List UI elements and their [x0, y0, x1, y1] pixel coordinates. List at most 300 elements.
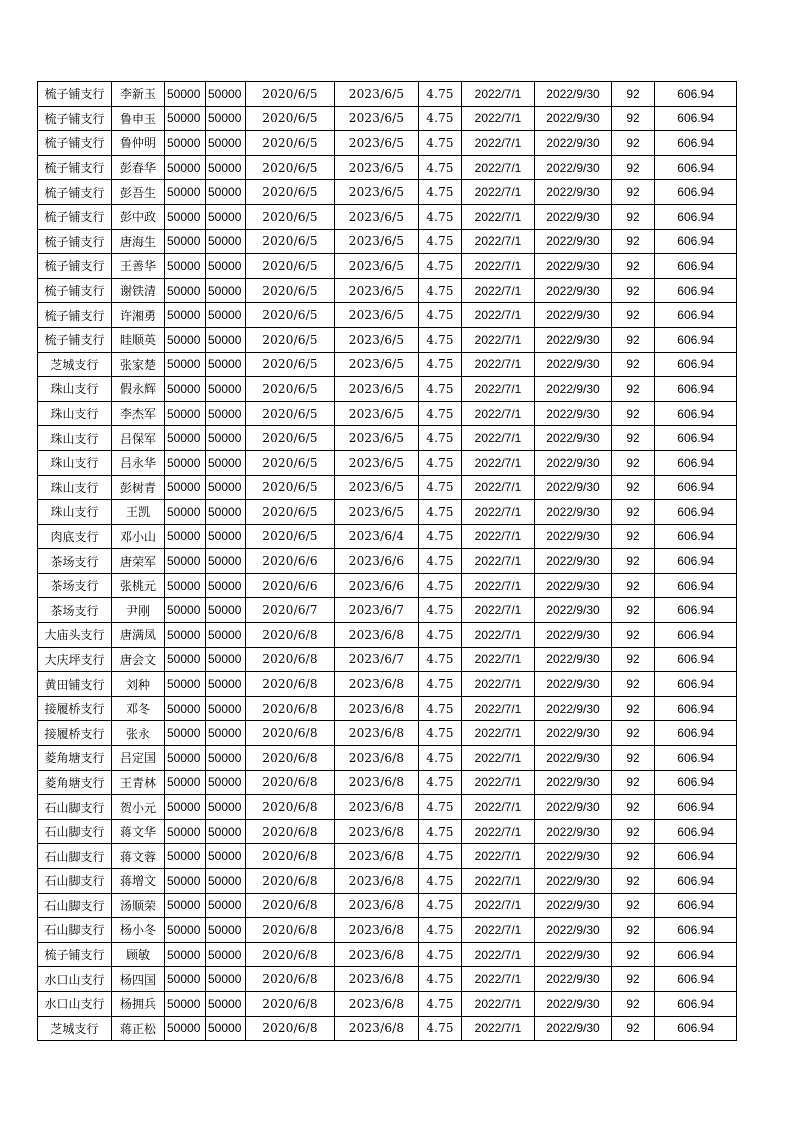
loan-amount-cell: 50000: [165, 942, 206, 967]
period-end-cell: 2022/9/30: [535, 352, 612, 377]
table-row: [38, 647, 737, 672]
name-cell: 邓小山: [112, 524, 165, 549]
table-row: [38, 327, 737, 352]
name-cell: 许湘勇: [112, 303, 165, 328]
table-row: [38, 795, 737, 820]
period-end-cell: 2022/9/30: [535, 819, 612, 844]
interest-cell: 606.94: [655, 819, 737, 844]
balance-cell: 50000: [206, 180, 246, 205]
rate-cell: 4.75: [419, 696, 462, 721]
interest-cell: 606.94: [655, 672, 737, 697]
start-date-cell: 2020/6/8: [246, 967, 335, 992]
loan-amount-cell: 50000: [165, 106, 206, 131]
period-end-cell: 2022/9/30: [535, 746, 612, 771]
days-cell: 92: [612, 352, 655, 377]
period-start-cell: 2022/7/1: [462, 770, 535, 795]
interest-cell: 606.94: [655, 967, 737, 992]
start-date-cell: 2020/6/8: [246, 795, 335, 820]
rate-cell: 4.75: [419, 942, 462, 967]
balance-cell: 50000: [206, 549, 246, 574]
period-end-cell: 2022/9/30: [535, 869, 612, 894]
end-date-cell: 2023/6/7: [335, 647, 419, 672]
period-end-cell: 2022/9/30: [535, 623, 612, 648]
table-row: [38, 1016, 737, 1041]
days-cell: 92: [612, 106, 655, 131]
period-start-cell: 2022/7/1: [462, 942, 535, 967]
name-cell: 吕定国: [112, 746, 165, 771]
interest-cell: 606.94: [655, 278, 737, 303]
name-cell: 谢铁清: [112, 278, 165, 303]
days-cell: 92: [612, 254, 655, 279]
rate-cell: 4.75: [419, 746, 462, 771]
days-cell: 92: [612, 155, 655, 180]
branch-cell: 梳子铺支行: [38, 106, 112, 131]
end-date-cell: 2023/6/5: [335, 426, 419, 451]
table-row: [38, 991, 737, 1016]
start-date-cell: 2020/6/8: [246, 647, 335, 672]
loan-amount-cell: 50000: [165, 131, 206, 156]
name-cell: 彭春华: [112, 155, 165, 180]
name-cell: 邓冬: [112, 696, 165, 721]
loan-amount-cell: 50000: [165, 967, 206, 992]
rate-cell: 4.75: [419, 795, 462, 820]
name-cell: 蒋文蓉: [112, 844, 165, 869]
end-date-cell: 2023/6/4: [335, 524, 419, 549]
branch-cell: 水口山支行: [38, 991, 112, 1016]
start-date-cell: 2020/6/8: [246, 991, 335, 1016]
rate-cell: 4.75: [419, 869, 462, 894]
start-date-cell: 2020/6/8: [246, 893, 335, 918]
loan-amount-cell: 50000: [165, 155, 206, 180]
interest-cell: 606.94: [655, 598, 737, 623]
period-start-cell: 2022/7/1: [462, 155, 535, 180]
branch-cell: 芝城支行: [38, 352, 112, 377]
branch-cell: 梳子铺支行: [38, 303, 112, 328]
start-date-cell: 2020/6/8: [246, 672, 335, 697]
branch-cell: 梳子铺支行: [38, 180, 112, 205]
table-row: [38, 450, 737, 475]
interest-cell: 606.94: [655, 106, 737, 131]
table-row: [38, 549, 737, 574]
loan-amount-cell: 50000: [165, 352, 206, 377]
period-end-cell: 2022/9/30: [535, 278, 612, 303]
days-cell: 92: [612, 746, 655, 771]
period-start-cell: 2022/7/1: [462, 180, 535, 205]
loan-amount-cell: 50000: [165, 278, 206, 303]
rate-cell: 4.75: [419, 155, 462, 180]
period-end-cell: 2022/9/30: [535, 106, 612, 131]
rate-cell: 4.75: [419, 229, 462, 254]
name-cell: 顾敏: [112, 942, 165, 967]
start-date-cell: 2020/6/5: [246, 500, 335, 525]
name-cell: 刘种: [112, 672, 165, 697]
period-start-cell: 2022/7/1: [462, 991, 535, 1016]
start-date-cell: 2020/6/5: [246, 303, 335, 328]
name-cell: 唐满凤: [112, 623, 165, 648]
branch-cell: 菱角塘支行: [38, 770, 112, 795]
table-row: [38, 844, 737, 869]
period-end-cell: 2022/9/30: [535, 672, 612, 697]
table-row: [38, 401, 737, 426]
branch-cell: 珠山支行: [38, 475, 112, 500]
loan-amount-cell: 50000: [165, 303, 206, 328]
days-cell: 92: [612, 377, 655, 402]
days-cell: 92: [612, 475, 655, 500]
interest-cell: 606.94: [655, 696, 737, 721]
end-date-cell: 2023/6/8: [335, 918, 419, 943]
period-start-cell: 2022/7/1: [462, 893, 535, 918]
end-date-cell: 2023/6/5: [335, 500, 419, 525]
table-row: [38, 204, 737, 229]
loan-amount-cell: 50000: [165, 327, 206, 352]
interest-cell: 606.94: [655, 500, 737, 525]
rate-cell: 4.75: [419, 204, 462, 229]
period-start-cell: 2022/7/1: [462, 918, 535, 943]
name-cell: 尹刚: [112, 598, 165, 623]
end-date-cell: 2023/6/8: [335, 991, 419, 1016]
period-start-cell: 2022/7/1: [462, 229, 535, 254]
end-date-cell: 2023/6/8: [335, 893, 419, 918]
interest-cell: 606.94: [655, 942, 737, 967]
branch-cell: 梳子铺支行: [38, 82, 112, 107]
period-end-cell: 2022/9/30: [535, 204, 612, 229]
loan-amount-cell: 50000: [165, 844, 206, 869]
start-date-cell: 2020/6/8: [246, 918, 335, 943]
balance-cell: 50000: [206, 844, 246, 869]
interest-cell: 606.94: [655, 450, 737, 475]
start-date-cell: 2020/6/5: [246, 450, 335, 475]
period-start-cell: 2022/7/1: [462, 377, 535, 402]
name-cell: 李杰军: [112, 401, 165, 426]
rate-cell: 4.75: [419, 352, 462, 377]
period-end-cell: 2022/9/30: [535, 844, 612, 869]
days-cell: 92: [612, 696, 655, 721]
branch-cell: 茶场支行: [38, 573, 112, 598]
name-cell: 李新玉: [112, 82, 165, 107]
interest-cell: 606.94: [655, 475, 737, 500]
table-row: [38, 180, 737, 205]
period-end-cell: 2022/9/30: [535, 327, 612, 352]
period-start-cell: 2022/7/1: [462, 106, 535, 131]
rate-cell: 4.75: [419, 106, 462, 131]
days-cell: 92: [612, 204, 655, 229]
interest-cell: 606.94: [655, 893, 737, 918]
table-row: [38, 500, 737, 525]
loan-amount-cell: 50000: [165, 1016, 206, 1041]
table-row: [38, 623, 737, 648]
end-date-cell: 2023/6/5: [335, 180, 419, 205]
days-cell: 92: [612, 967, 655, 992]
period-end-cell: 2022/9/30: [535, 229, 612, 254]
branch-cell: 菱角塘支行: [38, 746, 112, 771]
branch-cell: 梳子铺支行: [38, 942, 112, 967]
branch-cell: 芝城支行: [38, 1016, 112, 1041]
rate-cell: 4.75: [419, 647, 462, 672]
period-end-cell: 2022/9/30: [535, 401, 612, 426]
balance-cell: 50000: [206, 426, 246, 451]
branch-cell: 大庆坪支行: [38, 647, 112, 672]
name-cell: 唐荣军: [112, 549, 165, 574]
period-start-cell: 2022/7/1: [462, 967, 535, 992]
interest-cell: 606.94: [655, 204, 737, 229]
days-cell: 92: [612, 426, 655, 451]
rate-cell: 4.75: [419, 254, 462, 279]
period-end-cell: 2022/9/30: [535, 967, 612, 992]
rate-cell: 4.75: [419, 500, 462, 525]
name-cell: 王善华: [112, 254, 165, 279]
balance-cell: 50000: [206, 967, 246, 992]
days-cell: 92: [612, 500, 655, 525]
rate-cell: 4.75: [419, 1016, 462, 1041]
loan-amount-cell: 50000: [165, 598, 206, 623]
interest-cell: 606.94: [655, 647, 737, 672]
end-date-cell: 2023/6/5: [335, 278, 419, 303]
rate-cell: 4.75: [419, 303, 462, 328]
balance-cell: 50000: [206, 475, 246, 500]
table-row: [38, 672, 737, 697]
end-date-cell: 2023/6/5: [335, 352, 419, 377]
branch-cell: 肉底支行: [38, 524, 112, 549]
table-row: [38, 131, 737, 156]
balance-cell: 50000: [206, 229, 246, 254]
loan-amount-cell: 50000: [165, 82, 206, 107]
table-body: [38, 82, 737, 1041]
branch-cell: 石山脚支行: [38, 844, 112, 869]
end-date-cell: 2023/6/8: [335, 770, 419, 795]
days-cell: 92: [612, 918, 655, 943]
rate-cell: 4.75: [419, 180, 462, 205]
days-cell: 92: [612, 131, 655, 156]
interest-cell: 606.94: [655, 229, 737, 254]
interest-cell: 606.94: [655, 254, 737, 279]
start-date-cell: 2020/6/5: [246, 254, 335, 279]
rate-cell: 4.75: [419, 672, 462, 697]
loan-amount-cell: 50000: [165, 721, 206, 746]
period-end-cell: 2022/9/30: [535, 500, 612, 525]
days-cell: 92: [612, 770, 655, 795]
period-end-cell: 2022/9/30: [535, 573, 612, 598]
interest-cell: 606.94: [655, 155, 737, 180]
name-cell: 吕永华: [112, 450, 165, 475]
start-date-cell: 2020/6/8: [246, 770, 335, 795]
interest-cell: 606.94: [655, 524, 737, 549]
period-start-cell: 2022/7/1: [462, 721, 535, 746]
loan-amount-cell: 50000: [165, 672, 206, 697]
period-start-cell: 2022/7/1: [462, 82, 535, 107]
interest-cell: 606.94: [655, 573, 737, 598]
branch-cell: 石山脚支行: [38, 819, 112, 844]
end-date-cell: 2023/6/8: [335, 844, 419, 869]
table-row: [38, 524, 737, 549]
balance-cell: 50000: [206, 204, 246, 229]
loan-amount-cell: 50000: [165, 254, 206, 279]
balance-cell: 50000: [206, 647, 246, 672]
period-start-cell: 2022/7/1: [462, 696, 535, 721]
branch-cell: 石山脚支行: [38, 795, 112, 820]
table-row: [38, 696, 737, 721]
table-row: [38, 155, 737, 180]
start-date-cell: 2020/6/5: [246, 131, 335, 156]
days-cell: 92: [612, 401, 655, 426]
end-date-cell: 2023/6/5: [335, 327, 419, 352]
rate-cell: 4.75: [419, 401, 462, 426]
name-cell: 张家楚: [112, 352, 165, 377]
balance-cell: 50000: [206, 303, 246, 328]
interest-cell: 606.94: [655, 180, 737, 205]
rate-cell: 4.75: [419, 82, 462, 107]
loan-amount-cell: 50000: [165, 401, 206, 426]
days-cell: 92: [612, 549, 655, 574]
name-cell: 蒋正松: [112, 1016, 165, 1041]
end-date-cell: 2023/6/8: [335, 746, 419, 771]
name-cell: 王青林: [112, 770, 165, 795]
days-cell: 92: [612, 647, 655, 672]
loan-amount-cell: 50000: [165, 524, 206, 549]
end-date-cell: 2023/6/5: [335, 131, 419, 156]
start-date-cell: 2020/6/5: [246, 155, 335, 180]
end-date-cell: 2023/6/8: [335, 869, 419, 894]
end-date-cell: 2023/6/7: [335, 598, 419, 623]
period-start-cell: 2022/7/1: [462, 500, 535, 525]
loan-amount-cell: 50000: [165, 450, 206, 475]
days-cell: 92: [612, 623, 655, 648]
interest-cell: 606.94: [655, 991, 737, 1016]
name-cell: 张永: [112, 721, 165, 746]
period-start-cell: 2022/7/1: [462, 401, 535, 426]
end-date-cell: 2023/6/5: [335, 106, 419, 131]
period-start-cell: 2022/7/1: [462, 450, 535, 475]
days-cell: 92: [612, 573, 655, 598]
table-row: [38, 426, 737, 451]
interest-cell: 606.94: [655, 377, 737, 402]
table-row: [38, 352, 737, 377]
period-start-cell: 2022/7/1: [462, 327, 535, 352]
rate-cell: 4.75: [419, 991, 462, 1016]
interest-cell: 606.94: [655, 131, 737, 156]
name-cell: 杨小冬: [112, 918, 165, 943]
rate-cell: 4.75: [419, 918, 462, 943]
table-row: [38, 819, 737, 844]
period-end-cell: 2022/9/30: [535, 254, 612, 279]
period-start-cell: 2022/7/1: [462, 623, 535, 648]
balance-cell: 50000: [206, 819, 246, 844]
period-end-cell: 2022/9/30: [535, 450, 612, 475]
balance-cell: 50000: [206, 524, 246, 549]
interest-cell: 606.94: [655, 401, 737, 426]
table-row: [38, 942, 737, 967]
name-cell: 鲁申玉: [112, 106, 165, 131]
period-end-cell: 2022/9/30: [535, 598, 612, 623]
interest-cell: 606.94: [655, 303, 737, 328]
period-end-cell: 2022/9/30: [535, 180, 612, 205]
rate-cell: 4.75: [419, 770, 462, 795]
period-end-cell: 2022/9/30: [535, 795, 612, 820]
name-cell: 鲁仲明: [112, 131, 165, 156]
balance-cell: 50000: [206, 573, 246, 598]
branch-cell: 珠山支行: [38, 500, 112, 525]
days-cell: 92: [612, 795, 655, 820]
name-cell: 贺小元: [112, 795, 165, 820]
end-date-cell: 2023/6/5: [335, 450, 419, 475]
loan-amount-cell: 50000: [165, 819, 206, 844]
period-start-cell: 2022/7/1: [462, 844, 535, 869]
branch-cell: 梳子铺支行: [38, 327, 112, 352]
loan-amount-cell: 50000: [165, 647, 206, 672]
period-start-cell: 2022/7/1: [462, 204, 535, 229]
end-date-cell: 2023/6/8: [335, 696, 419, 721]
rate-cell: 4.75: [419, 967, 462, 992]
rate-cell: 4.75: [419, 623, 462, 648]
branch-cell: 梳子铺支行: [38, 254, 112, 279]
start-date-cell: 2020/6/8: [246, 844, 335, 869]
period-start-cell: 2022/7/1: [462, 524, 535, 549]
branch-cell: 接履桥支行: [38, 696, 112, 721]
period-start-cell: 2022/7/1: [462, 426, 535, 451]
interest-cell: 606.94: [655, 746, 737, 771]
start-date-cell: 2020/6/7: [246, 598, 335, 623]
name-cell: 唐会文: [112, 647, 165, 672]
period-end-cell: 2022/9/30: [535, 155, 612, 180]
start-date-cell: 2020/6/5: [246, 204, 335, 229]
period-start-cell: 2022/7/1: [462, 1016, 535, 1041]
loan-interest-table: [37, 81, 737, 1041]
rate-cell: 4.75: [419, 893, 462, 918]
branch-cell: 石山脚支行: [38, 893, 112, 918]
end-date-cell: 2023/6/5: [335, 229, 419, 254]
period-end-cell: 2022/9/30: [535, 475, 612, 500]
balance-cell: 50000: [206, 598, 246, 623]
branch-cell: 梳子铺支行: [38, 229, 112, 254]
start-date-cell: 2020/6/5: [246, 180, 335, 205]
days-cell: 92: [612, 721, 655, 746]
balance-cell: 50000: [206, 377, 246, 402]
balance-cell: 50000: [206, 623, 246, 648]
loan-amount-cell: 50000: [165, 918, 206, 943]
name-cell: 假永辉: [112, 377, 165, 402]
period-end-cell: 2022/9/30: [535, 918, 612, 943]
loan-amount-cell: 50000: [165, 475, 206, 500]
period-end-cell: 2022/9/30: [535, 647, 612, 672]
balance-cell: 50000: [206, 696, 246, 721]
period-end-cell: 2022/9/30: [535, 549, 612, 574]
days-cell: 92: [612, 303, 655, 328]
end-date-cell: 2023/6/5: [335, 82, 419, 107]
name-cell: 眭顺英: [112, 327, 165, 352]
rate-cell: 4.75: [419, 450, 462, 475]
branch-cell: 水口山支行: [38, 967, 112, 992]
end-date-cell: 2023/6/5: [335, 254, 419, 279]
start-date-cell: 2020/6/5: [246, 377, 335, 402]
end-date-cell: 2023/6/8: [335, 623, 419, 648]
branch-cell: 珠山支行: [38, 426, 112, 451]
days-cell: 92: [612, 524, 655, 549]
days-cell: 92: [612, 869, 655, 894]
end-date-cell: 2023/6/8: [335, 672, 419, 697]
end-date-cell: 2023/6/5: [335, 377, 419, 402]
loan-amount-cell: 50000: [165, 623, 206, 648]
balance-cell: 50000: [206, 131, 246, 156]
loan-amount-cell: 50000: [165, 229, 206, 254]
branch-cell: 茶场支行: [38, 549, 112, 574]
loan-amount-cell: 50000: [165, 377, 206, 402]
days-cell: 92: [612, 844, 655, 869]
balance-cell: 50000: [206, 991, 246, 1016]
table-row: [38, 303, 737, 328]
end-date-cell: 2023/6/8: [335, 967, 419, 992]
start-date-cell: 2020/6/5: [246, 475, 335, 500]
name-cell: 彭中政: [112, 204, 165, 229]
rate-cell: 4.75: [419, 721, 462, 746]
